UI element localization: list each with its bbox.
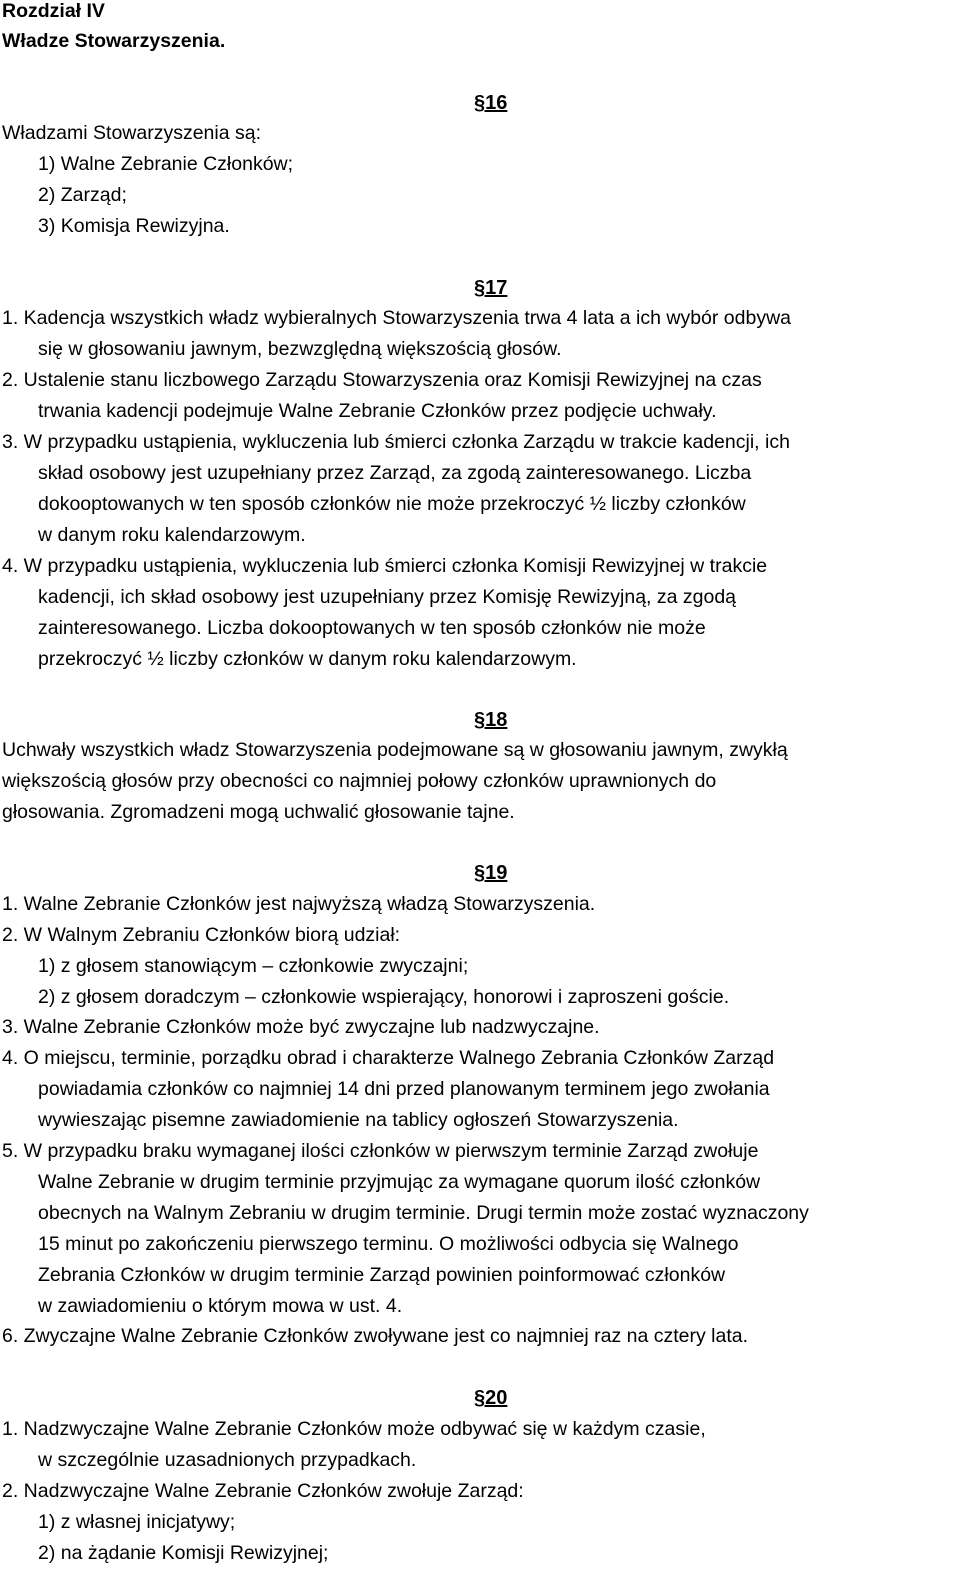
section-18-line: większością głosów przy obecności co najmniej połowy członków uprawnionych do xyxy=(2,770,717,792)
section-19-line: 3. Walne Zebranie Członków może być zwyczajne lub nadzwyczajne. xyxy=(2,1016,600,1038)
section-16-intro: Władzami Stowarzyszenia są: xyxy=(2,122,262,144)
section-19-line: 2. W Walnym Zebraniu Członków biorą udział: xyxy=(2,924,401,946)
section-17-line: się w głosowaniu jawnym, bezwzględną większością głosów. xyxy=(38,338,562,360)
section-17-symbol: §17 xyxy=(474,277,508,299)
section-17-line: dokooptowanych w ten sposób członków nie może przekroczyć ½ liczby członków xyxy=(38,493,746,515)
section-18-symbol: §18 xyxy=(474,709,508,731)
section-19-line: w zawiadomieniu o którym mowa w ust. 4. xyxy=(38,1295,403,1317)
section-20-line: 2. Nadzwyczajne Walne Zebranie Członków zwołuje Zarząd: xyxy=(2,1480,524,1502)
section-19-line: Walne Zebranie w drugim terminie przyjmując za wymagane quorum ilość członków xyxy=(38,1171,761,1193)
section-16-item: 2) Zarząd; xyxy=(38,184,127,206)
section-20-line: 2) na żądanie Komisji Rewizyjnej; xyxy=(38,1542,329,1564)
section-16-symbol: §16 xyxy=(474,92,508,114)
section-17-line: 4. W przypadku ustąpienia, wykluczenia lub śmierci członka Komisji Rewizyjnej w trakcie xyxy=(2,555,768,577)
section-20-line: w szczególnie uzasadnionych przypadkach. xyxy=(38,1449,417,1471)
section-18-line: głosowania. Zgromadzeni mogą uchwalić głosowanie tajne. xyxy=(2,801,515,823)
section-19-line: Zebrania Członków w drugim terminie Zarząd powinien poinformować członków xyxy=(38,1264,726,1286)
section-17-line: kadencji, ich skład osobowy jest uzupełniany przez Komisję Rewizyjną, za zgodą xyxy=(38,586,737,608)
section-19-line: 1) z głosem stanowiącym – członkowie zwyczajni; xyxy=(38,955,469,977)
section-20-line: 1) z własnej inicjatywy; xyxy=(38,1511,236,1533)
section-17-line: skład osobowy jest uzupełniany przez Zarząd, za zgodą zainteresowanego. Liczba xyxy=(38,462,752,484)
section-16-item: 3) Komisja Rewizyjna. xyxy=(38,215,230,237)
section-19-symbol: §19 xyxy=(474,862,508,884)
section-19-line: 2) z głosem doradczym – członkowie wspierający, honorowi i zaproszeni goście. xyxy=(38,986,730,1008)
section-17-line: zainteresowanego. Liczba dokooptowanych w ten sposób członków nie może xyxy=(38,617,706,639)
section-17-line: w danym roku kalendarzowym. xyxy=(38,524,306,546)
section-19-line: powiadamia członków co najmniej 14 dni przed planowanym terminem jego zwołania xyxy=(38,1078,770,1100)
section-17-line: trwania kadencji podejmuje Walne Zebranie Członków przez podjęcie uchwały. xyxy=(38,400,717,422)
section-17-line: przekroczyć ½ liczby członków w danym roku kalendarzowym. xyxy=(38,648,577,670)
section-16-item: 1) Walne Zebranie Członków; xyxy=(38,153,294,175)
section-20-symbol: §20 xyxy=(474,1387,508,1409)
section-19-line: 6. Zwyczajne Walne Zebranie Członków zwoływane jest co najmniej raz na cztery lata. xyxy=(2,1325,749,1347)
section-19-line: 4. O miejscu, terminie, porządku obrad i charakterze Walnego Zebrania Członków Zarząd xyxy=(2,1047,775,1069)
section-20-line: 1. Nadzwyczajne Walne Zebranie Członków może odbywać się w każdym czasie, xyxy=(2,1418,706,1440)
section-17-line: 2. Ustalenie stanu liczbowego Zarządu Stowarzyszenia oraz Komisji Rewizyjnej na czas xyxy=(2,369,762,391)
section-17-line: 3. W przypadku ustąpienia, wykluczenia lub śmierci członka Zarządu w trakcie kadencji, ich xyxy=(2,431,790,453)
section-19-line: 1. Walne Zebranie Członków jest najwyższą władzą Stowarzyszenia. xyxy=(2,893,596,915)
section-18-line: Uchwały wszystkich władz Stowarzyszenia podejmowane są w głosowaniu jawnym, zwykłą xyxy=(2,739,788,761)
chapter-heading: Rozdział IV xyxy=(2,0,105,22)
section-19-line: 15 minut po zakończeniu pierwszego terminu. O możliwości odbycia się Walnego xyxy=(38,1233,739,1255)
section-19-line: wywieszając pisemne zawiadomienie na tablicy ogłoszeń Stowarzyszenia. xyxy=(38,1109,679,1131)
section-17-line: 1. Kadencja wszystkich władz wybieralnych Stowarzyszenia trwa 4 lata a ich wybór odbywa xyxy=(2,307,792,329)
section-19-line: 5. W przypadku braku wymaganej ilości członków w pierwszym terminie Zarząd zwołuje xyxy=(2,1140,759,1162)
section-19-line: obecnych na Walnym Zebraniu w drugim terminie. Drugi termin może zostać wyznaczony xyxy=(38,1202,809,1224)
chapter-title: Władze Stowarzyszenia. xyxy=(2,30,226,52)
